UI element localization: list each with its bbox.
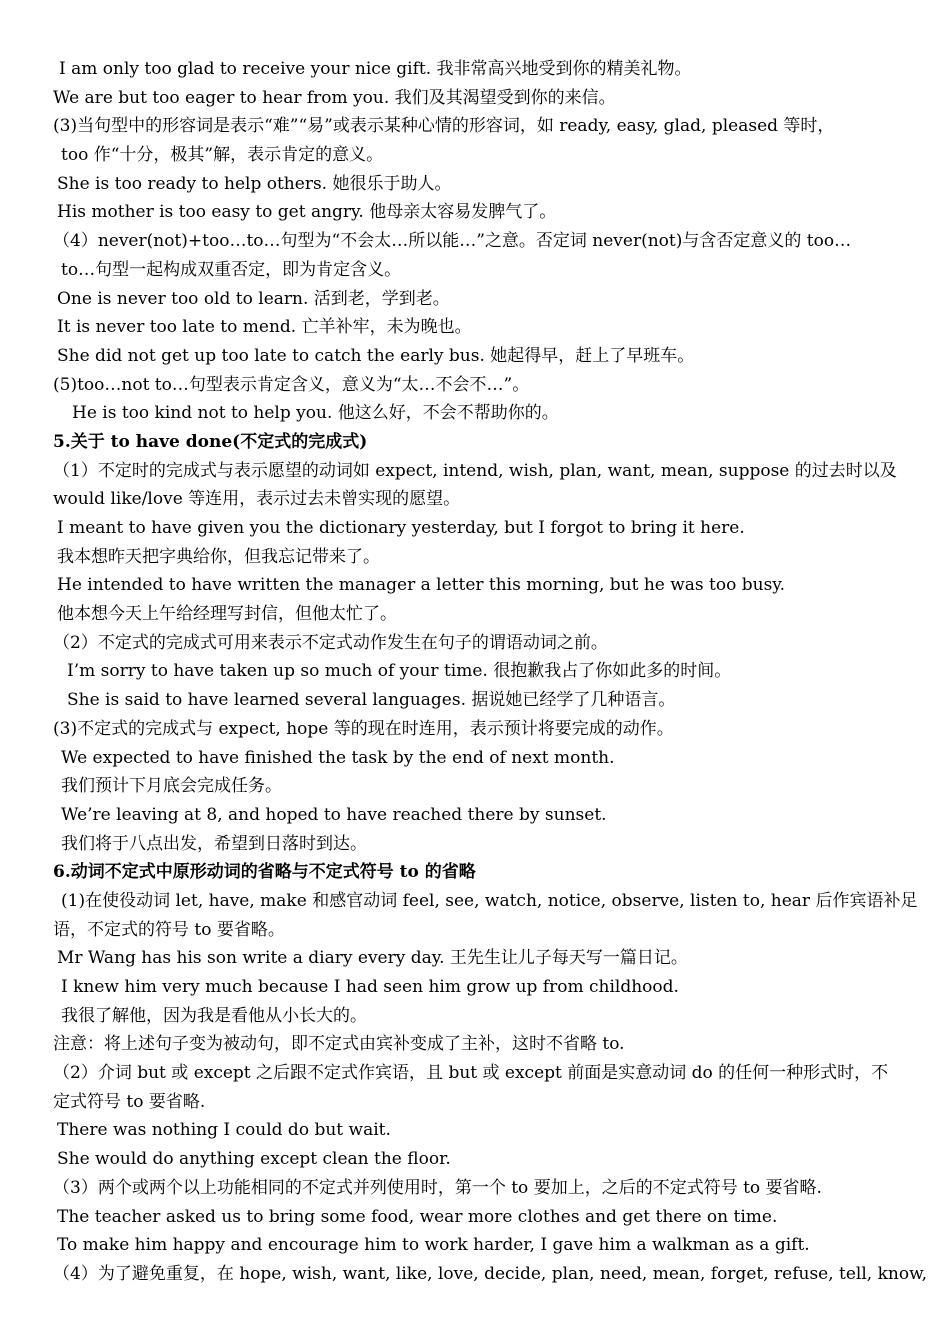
text-line: (3)不定式的完成式与 expect, hope 等的现在时连用，表示预计将要完成的动作。 (53, 718, 674, 739)
text-line: 我们预计下月底会完成任务。 (61, 776, 282, 797)
text-line: She is too ready to help others. 她很乐于助人。 (57, 173, 452, 194)
text-line: It is never too late to mend. 亡羊补牢，未为晚也。 (57, 317, 472, 338)
text-line: 定式符号 to 要省略. (53, 1091, 206, 1112)
text-line: She did not get up too late to catch the early bus. 她起得早，赶上了早班车。 (57, 345, 695, 366)
text-line: To make him happy and encourage him to work harder, I gave him a walkman as a gift. (57, 1235, 810, 1256)
text-line: （2）介词 but 或 except 之后跟不定式作宾语，且 but 或 except 前面是实意动词 do 的任何一种形式时，不 (53, 1063, 889, 1084)
text-line: 注意：将上述句子变为被动句，即不定式由宾补变成了主补，这时不省略 to. (53, 1034, 625, 1055)
text-line: (5)too…not to…句型表示肯定含义，意义为“太…不会不…”。 (53, 374, 530, 395)
text-line: （2）不定式的完成式可用来表示不定式动作发生在句子的谓语动词之前。 (53, 632, 608, 653)
text-line: We expected to have finished the task by the end of next month. (61, 747, 615, 768)
text-line: He is too kind not to help you. 他这么好，不会不帮助你的。 (72, 403, 559, 424)
text-line: to…句型一起构成双重否定，即为肯定含义。 (61, 259, 402, 280)
text-line: She would do anything except clean the floor. (57, 1149, 451, 1170)
section-heading: 6.动词不定式中原形动词的省略与不定式符号 to 的省略 (53, 862, 476, 883)
text-line: His mother is too easy to get angry. 他母亲太容易发脾气了。 (57, 202, 557, 223)
text-line: I am only too glad to receive your nice gift. 我非常高兴地受到你的精美礼物。 (59, 59, 692, 79)
text-line: One is never too old to learn. 活到老，学到老。 (57, 288, 450, 309)
text-line: (1)在使役动词 let, have, make 和感官动词 feel, see, watch, notice, observe, listen to, hear 后作宾语补足 (61, 890, 918, 911)
text-line: We are but too eager to hear from you. 我们及其渴望受到你的来信。 (53, 87, 616, 108)
text-line: The teacher asked us to bring some food, wear more clothes and get there on time. (57, 1206, 778, 1227)
text-line: (3)当句型中的形容词是表示“难”“易”或表示某种心情的形容词，如 ready, easy, glad, pleased 等时， (53, 116, 835, 137)
text-line: 我很了解他，因为我是看他从小长大的。 (61, 1005, 367, 1026)
text-line: （4）never(not)+too…to…句型为“不会太…所以能…”之意。否定词 never(not)与含否定意义的 too… (53, 231, 852, 252)
text-line: 我本想昨天把字典给你，但我忘记带来了。 (57, 546, 380, 567)
text-line: too 作“十分，极其”解，表示肯定的意义。 (61, 145, 384, 166)
text-line: （4）为了避免重复，在 hope, wish, want, like, love, decide, plan, need, mean, forget, refuse, tell, know, (53, 1263, 928, 1284)
text-line: There was nothing I could do but wait. (57, 1120, 391, 1141)
text-line: （1）不定时的完成式与表示愿望的动词如 expect, intend, wish, plan, want, mean, suppose 的过去时以及 (53, 460, 897, 481)
text-line: 语，不定式的符号 to 要省略。 (53, 919, 285, 940)
section-heading: 5.关于 to have done(不定式的完成式) (53, 431, 368, 452)
text-line: He intended to have written the manager a letter this morning, but he was too busy. (57, 575, 786, 596)
text-line: would like/love 等连用，表示过去未曾实现的愿望。 (53, 489, 461, 510)
document-page (53, 55, 928, 1289)
text-line: 我们将于八点出发，希望到日落时到达。 (61, 833, 367, 854)
text-line: 他本想今天上午给经理写封信，但他太忙了。 (57, 604, 397, 625)
text-line: I’m sorry to have taken up so much of your time. 很抱歉我占了你如此多的时间。 (67, 661, 732, 682)
text-line: She is said to have learned several languages. 据说她已经学了几种语言。 (67, 690, 676, 711)
text-line: We’re leaving at 8, and hoped to have reached there by sunset. (61, 804, 607, 825)
text-line: I knew him very much because I had seen him grow up from childhood. (61, 977, 679, 997)
text-line: （3）两个或两个以上功能相同的不定式并列使用时，第一个 to 要加上，之后的不定式符号 to 要省略. (53, 1177, 822, 1198)
text-line: I meant to have given you the dictionary yesterday, but I forgot to bring it here. (57, 518, 745, 538)
text-line: Mr Wang has his son write a diary every day. 王先生让儿子每天写一篇日记。 (57, 948, 688, 969)
